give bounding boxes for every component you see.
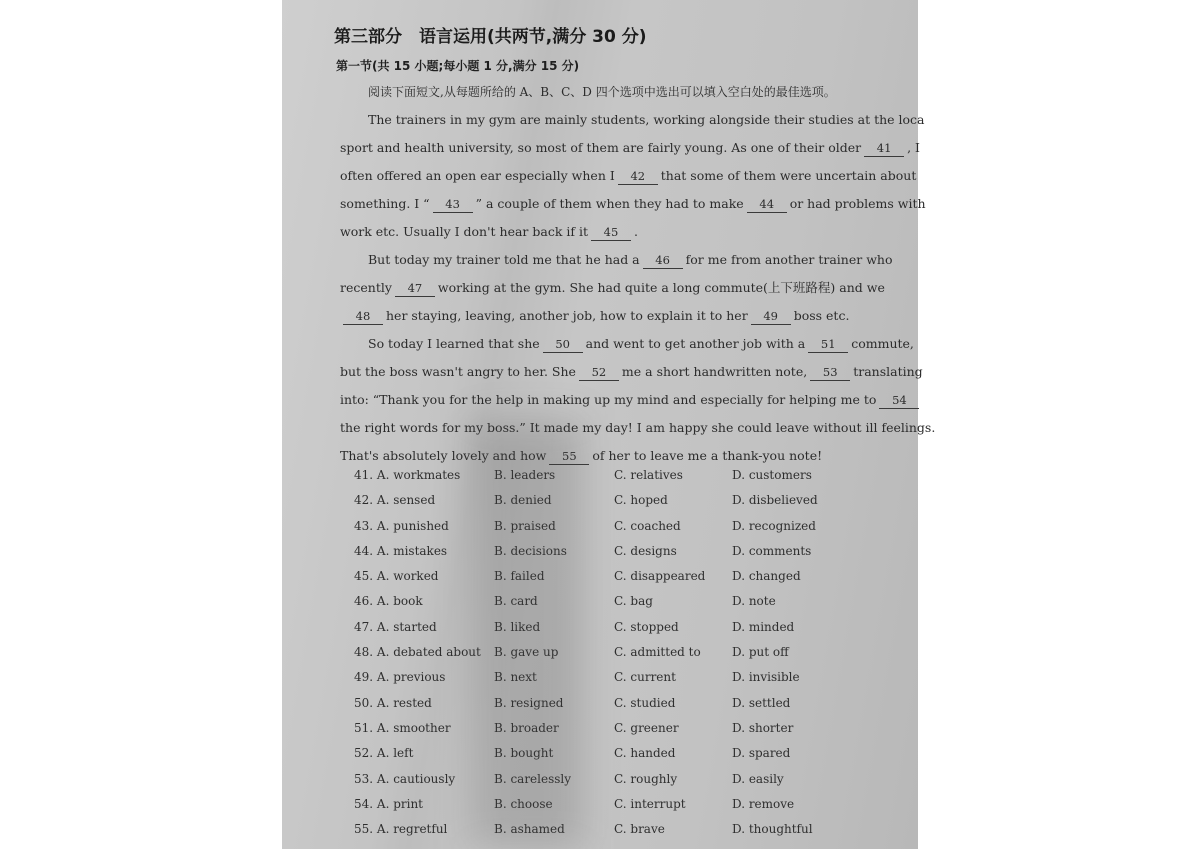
option-c: C. current	[614, 670, 676, 685]
passage-line: That's absolutely lovely and how 55 of her to leave me a thank-you note!	[340, 448, 823, 463]
option-a: 51. A. smoother	[354, 720, 451, 735]
paragraph-2	[340, 246, 920, 330]
option-b: B. bought	[494, 746, 554, 761]
option-a: 47. A. started	[354, 619, 437, 634]
option-d: D. disbelieved	[732, 493, 818, 508]
option-row-47	[354, 614, 914, 639]
passage-line: work etc. Usually I don't hear back if it 45 .	[340, 224, 638, 239]
option-d: D. spared	[732, 746, 791, 761]
option-a: 43. A. punished	[354, 518, 449, 533]
option-a: 41. A. workmates	[354, 468, 461, 482]
blank-52: 52	[579, 364, 619, 381]
paragraph-1	[340, 106, 926, 246]
option-d: D. minded	[732, 619, 795, 634]
section-heading: 第一节(共 15 小题;每小题 1 分,满分 15 分)	[336, 59, 580, 73]
option-b: B. decisions	[494, 543, 567, 558]
option-a: 54. A. print	[354, 796, 423, 811]
option-c: C. bag	[614, 594, 653, 609]
option-b: B. leaders	[494, 468, 556, 482]
option-row-50	[354, 690, 914, 715]
option-c: C. stopped	[614, 619, 679, 634]
passage-line: The trainers in my gym are mainly students, working alongside their studies at the loca	[368, 112, 925, 127]
option-a: 48. A. debated about	[354, 645, 481, 660]
option-d: D. settled	[732, 695, 791, 710]
passage-line: something. I “ 43 ” a couple of them when they had to make 44 or had problems with	[340, 196, 926, 211]
blank-51: 51	[808, 336, 848, 353]
option-a: 42. A. sensed	[354, 493, 436, 508]
option-b: B. denied	[494, 493, 552, 508]
option-row-45	[354, 563, 914, 588]
answer-options	[354, 462, 914, 841]
option-b: B. broader	[494, 720, 559, 735]
option-c: C. admitted to	[614, 645, 701, 660]
option-row-44	[354, 538, 914, 563]
option-d: D. changed	[732, 569, 801, 584]
option-d: D. recognized	[732, 518, 816, 533]
blank-47: 47	[395, 280, 435, 297]
option-row-52	[354, 740, 914, 765]
option-a: 45. A. worked	[354, 569, 439, 584]
option-c: C. handed	[614, 746, 676, 761]
option-a: 44. A. mistakes	[354, 543, 448, 558]
passage-line: 48 her staying, leaving, another job, how to explain it to her 49 boss etc.	[340, 302, 920, 330]
option-b: B. choose	[494, 796, 553, 811]
option-d: D. shorter	[732, 720, 794, 735]
option-b: B. carelessly	[494, 771, 572, 786]
instructions: 阅读下面短文,从每题所给的 A、B、C、D 四个选项中选出可以填入空白处的最佳选项。	[368, 85, 836, 99]
passage-line: So today I learned that she 50 and went to get another job with a 51 commute,	[368, 336, 914, 351]
blank-54: 54	[879, 392, 919, 409]
option-a: 53. A. cautiously	[354, 771, 456, 786]
blank-43: 43	[433, 196, 473, 213]
option-d: D. remove	[732, 796, 795, 811]
part-title: 第三部分 语言运用(共两节,满分 30 分)	[334, 27, 647, 47]
option-b: B. next	[494, 670, 537, 685]
option-row-49	[354, 664, 914, 689]
option-d: D. note	[732, 594, 776, 609]
passage-line: but the boss wasn't angry to her. She 52 me a short handwritten note, 53 translating	[340, 364, 923, 379]
blank-49: 49	[751, 308, 791, 325]
passage-line: sport and health university, so most of them are fairly young. As one of their older 41 , I	[340, 140, 920, 155]
option-a: 55. A. regretful	[354, 822, 448, 837]
option-row-53	[354, 766, 914, 791]
blank-50: 50	[543, 336, 583, 353]
option-row-46	[354, 588, 914, 613]
option-b: B. resigned	[494, 695, 564, 710]
option-d: D. comments	[732, 543, 812, 558]
blank-55: 55	[549, 448, 589, 465]
option-c: C. greener	[614, 720, 679, 735]
option-b: B. ashamed	[494, 822, 565, 837]
blank-53: 53	[810, 364, 850, 381]
blank-44: 44	[747, 196, 787, 213]
option-b: B. failed	[494, 569, 545, 584]
option-c: C. disappeared	[614, 569, 706, 584]
option-row-41	[354, 462, 914, 487]
exam-page	[282, 0, 936, 849]
blank-46: 46	[643, 252, 683, 269]
passage-line: recently 47 working at the gym. She had quite a long commute(上下班路程) and we	[340, 280, 885, 295]
option-row-55	[354, 816, 914, 841]
option-d: D. customers	[732, 468, 812, 482]
option-d: D. easily	[732, 771, 784, 786]
option-b: B. liked	[494, 619, 541, 634]
option-a: 46. A. book	[354, 594, 423, 609]
passage-line: often offered an open ear especially when I 42 that some of them were uncertain about	[340, 168, 917, 183]
option-c: C. designs	[614, 543, 677, 558]
passage-line: into: “Thank you for the help in making up my mind and especially for helping me to 54	[340, 386, 920, 414]
option-a: 52. A. left	[354, 746, 414, 761]
option-row-43	[354, 513, 914, 538]
option-b: B. card	[494, 594, 538, 609]
option-d: D. thoughtful	[732, 822, 813, 837]
option-c: C. brave	[614, 822, 665, 837]
passage-line: But today my trainer told me that he had a 46 for me from another trainer who	[368, 252, 893, 267]
option-b: B. gave up	[494, 645, 559, 660]
option-row-48	[354, 639, 914, 664]
option-d: D. put off	[732, 645, 789, 660]
option-d: D. invisible	[732, 670, 800, 685]
option-a: 50. A. rested	[354, 695, 432, 710]
option-a: 49. A. previous	[354, 670, 446, 685]
blank-48: 48	[343, 308, 383, 325]
passage-line: the right words for my boss.” It made my day! I am happy she could leave without ill feelings.	[340, 420, 936, 435]
option-c: C. hoped	[614, 493, 668, 508]
paragraph-3	[340, 330, 936, 470]
option-b: B. praised	[494, 518, 556, 533]
blank-42: 42	[618, 168, 658, 185]
option-c: C. interrupt	[614, 796, 686, 811]
option-row-54	[354, 791, 914, 816]
option-row-42	[354, 487, 914, 512]
option-c: C. coached	[614, 518, 681, 533]
option-c: C. relatives	[614, 468, 683, 482]
blank-41: 41	[864, 140, 904, 157]
blank-45: 45	[591, 224, 631, 241]
option-c: C. studied	[614, 695, 676, 710]
option-row-51	[354, 715, 914, 740]
option-c: C. roughly	[614, 771, 678, 786]
